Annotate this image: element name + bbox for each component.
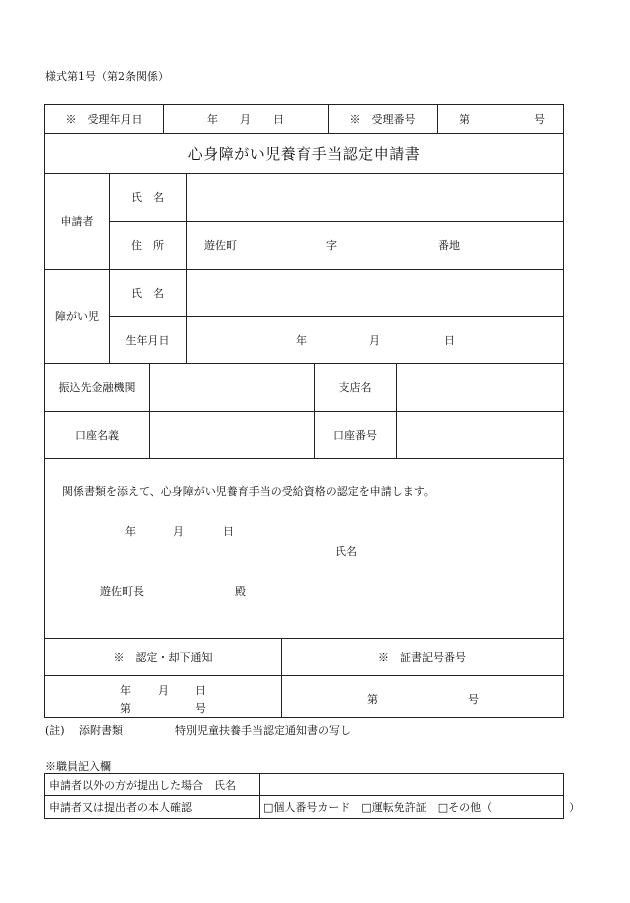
applicant-name-label: 氏 名 [131, 191, 164, 204]
account-holder-label: 口座名義 [75, 428, 119, 442]
note-label: 添附書類 [79, 724, 123, 737]
account-holder-field[interactable] [149, 411, 314, 458]
notice-number-suffix: 号 [195, 702, 206, 715]
receipt-number-label: ※ 受理番号 [349, 113, 416, 126]
account-number-label: 口座番号 [333, 428, 377, 442]
page-title: 心身障がい児養育手当認定申請書 [187, 144, 421, 163]
birth-day: 日 [444, 333, 455, 347]
applicant-name-field[interactable] [186, 173, 563, 221]
declaration-name-label: 氏名 [335, 545, 357, 558]
declaration-year: 年 [125, 525, 136, 538]
notice-number-prefix: 第 [120, 702, 131, 715]
bank-branch-field[interactable] [396, 363, 563, 411]
applicant-address-field[interactable] [186, 221, 563, 269]
bank-branch-label: 支店名 [338, 381, 372, 394]
receipt-date-label: ※ 受理年月日 [65, 113, 143, 126]
child-name-label: 氏 名 [131, 286, 164, 300]
form-number: 様式第1号（第2条関係） [45, 70, 169, 83]
applicant-address-label: 住 所 [131, 239, 164, 252]
cert-number-prefix: 第 [367, 693, 378, 706]
notice-label: ※ 認定・却下通知 [113, 650, 213, 664]
declaration-month: 月 [173, 525, 184, 538]
declaration-addressee: 遊佐町長 [100, 585, 144, 598]
declaration-honorific: 殿 [235, 585, 246, 598]
staff-row1-field[interactable] [259, 774, 563, 795]
child-name-field[interactable] [186, 269, 563, 316]
declaration-day: 日 [223, 525, 234, 538]
notice-year: 年 [120, 684, 131, 697]
address-aza: 字 [326, 239, 337, 252]
bank-institution-label: 振込先金融機関 [58, 381, 136, 394]
staff-section-title: ※職員記入欄 [45, 760, 111, 773]
child-birthdate-label: 生年月日 [125, 333, 170, 347]
staff-row1-label: 申請者以外の方が提出した場合 氏名 [49, 778, 236, 792]
account-number-field[interactable] [396, 411, 563, 458]
birth-year: 年 [296, 333, 307, 347]
bank-institution-field[interactable] [149, 363, 314, 411]
notice-month: 月 [158, 684, 169, 697]
staff-row2-label: 申請者又は提出者の本人確認 [49, 801, 192, 814]
cert-number-label: ※ 証書記号番号 [378, 650, 466, 664]
address-town: 遊佐町 [204, 239, 237, 252]
receipt-date-value[interactable]: 年 月 日 [207, 113, 284, 126]
child-birthdate-field[interactable] [186, 316, 563, 363]
receipt-number-prefix: 第 [459, 113, 470, 126]
receipt-number-suffix: 号 [534, 113, 545, 126]
note-text: 特別児童扶養手当認定通知書の写し [175, 724, 351, 737]
notice-day: 日 [195, 684, 206, 697]
address-banchi: 番地 [438, 239, 460, 252]
staff-table [44, 773, 581, 819]
application-form [44, 104, 564, 718]
birth-month: 月 [369, 333, 380, 347]
identity-check-options[interactable]: □個人番号カード □運転免許証 □その他（ ） [263, 801, 581, 814]
child-section-label: 障がい児 [55, 310, 99, 323]
cert-number-suffix: 号 [468, 693, 479, 706]
applicant-section-label: 申請者 [60, 215, 94, 228]
note-marker: (註) [45, 724, 65, 737]
declaration-text: 関係書類を添えて、心身障がい児養育手当の受給資格の認定を申請します。 [62, 485, 435, 498]
